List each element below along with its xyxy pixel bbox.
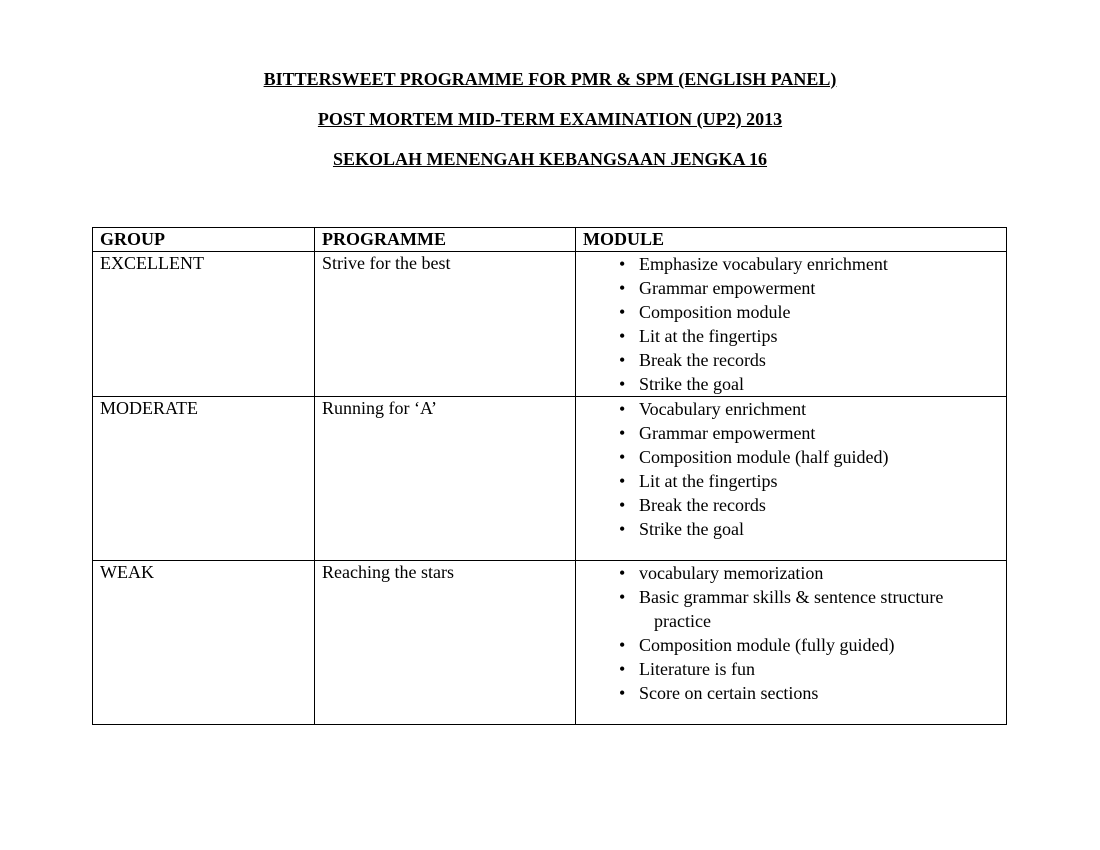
- programme-cell: Running for ‘A’: [315, 397, 576, 561]
- module-item: • vocabulary memorization: [639, 561, 1006, 585]
- module-cell: [576, 397, 1007, 561]
- module-item: [639, 585, 1006, 633]
- module-item: • Composition module (fully guided): [639, 633, 1006, 657]
- table-row: [93, 397, 1007, 561]
- table-header-row: [93, 228, 1007, 252]
- table-row: [93, 252, 1007, 397]
- module-item: • Grammar empowerment: [639, 421, 1006, 445]
- module-cell: [576, 252, 1007, 397]
- module-item: • Lit at the fingertips: [639, 324, 1006, 348]
- module-item: • Emphasize vocabulary enrichment: [639, 252, 1006, 276]
- header-module: MODULE: [576, 228, 1007, 252]
- module-item: • Break the records: [639, 493, 1006, 517]
- module-item-text: Basic grammar skills & sentence structure: [639, 587, 944, 607]
- group-cell: EXCELLENT: [93, 252, 315, 397]
- module-item: • Composition module (half guided): [639, 445, 1006, 469]
- module-item: • Score on certain sections: [639, 681, 1006, 705]
- module-item: • Literature is fun: [639, 657, 1006, 681]
- school-name: SEKOLAH MENENGAH KEBANGSAAN JENGKA 16: [332, 149, 768, 169]
- programme-cell: Strive for the best: [315, 252, 576, 397]
- module-item: • Composition module: [639, 300, 1006, 324]
- module-item: • Grammar empowerment: [639, 276, 1006, 300]
- group-cell: MODERATE: [93, 397, 315, 561]
- module-item: • Break the records: [639, 348, 1006, 372]
- document-title: BITTERSWEET PROGRAMME FOR PMR & SPM (ENGLISH PANEL): [263, 69, 837, 89]
- programme-cell: Reaching the stars: [315, 561, 576, 725]
- header-programme: PROGRAMME: [315, 228, 576, 252]
- module-item-continuation: practice: [654, 611, 711, 631]
- module-item: • Lit at the fingertips: [639, 469, 1006, 493]
- programme-table: [92, 227, 1007, 725]
- table-row: [93, 561, 1007, 725]
- module-item: • Strike the goal: [639, 372, 1006, 396]
- module-item: • Vocabulary enrichment: [639, 397, 1006, 421]
- group-cell: WEAK: [93, 561, 315, 725]
- module-cell: [576, 561, 1007, 725]
- document-subtitle: POST MORTEM MID-TERM EXAMINATION (UP2) 2013: [317, 109, 783, 129]
- header-group: GROUP: [93, 228, 315, 252]
- module-item: • Strike the goal: [639, 517, 1006, 541]
